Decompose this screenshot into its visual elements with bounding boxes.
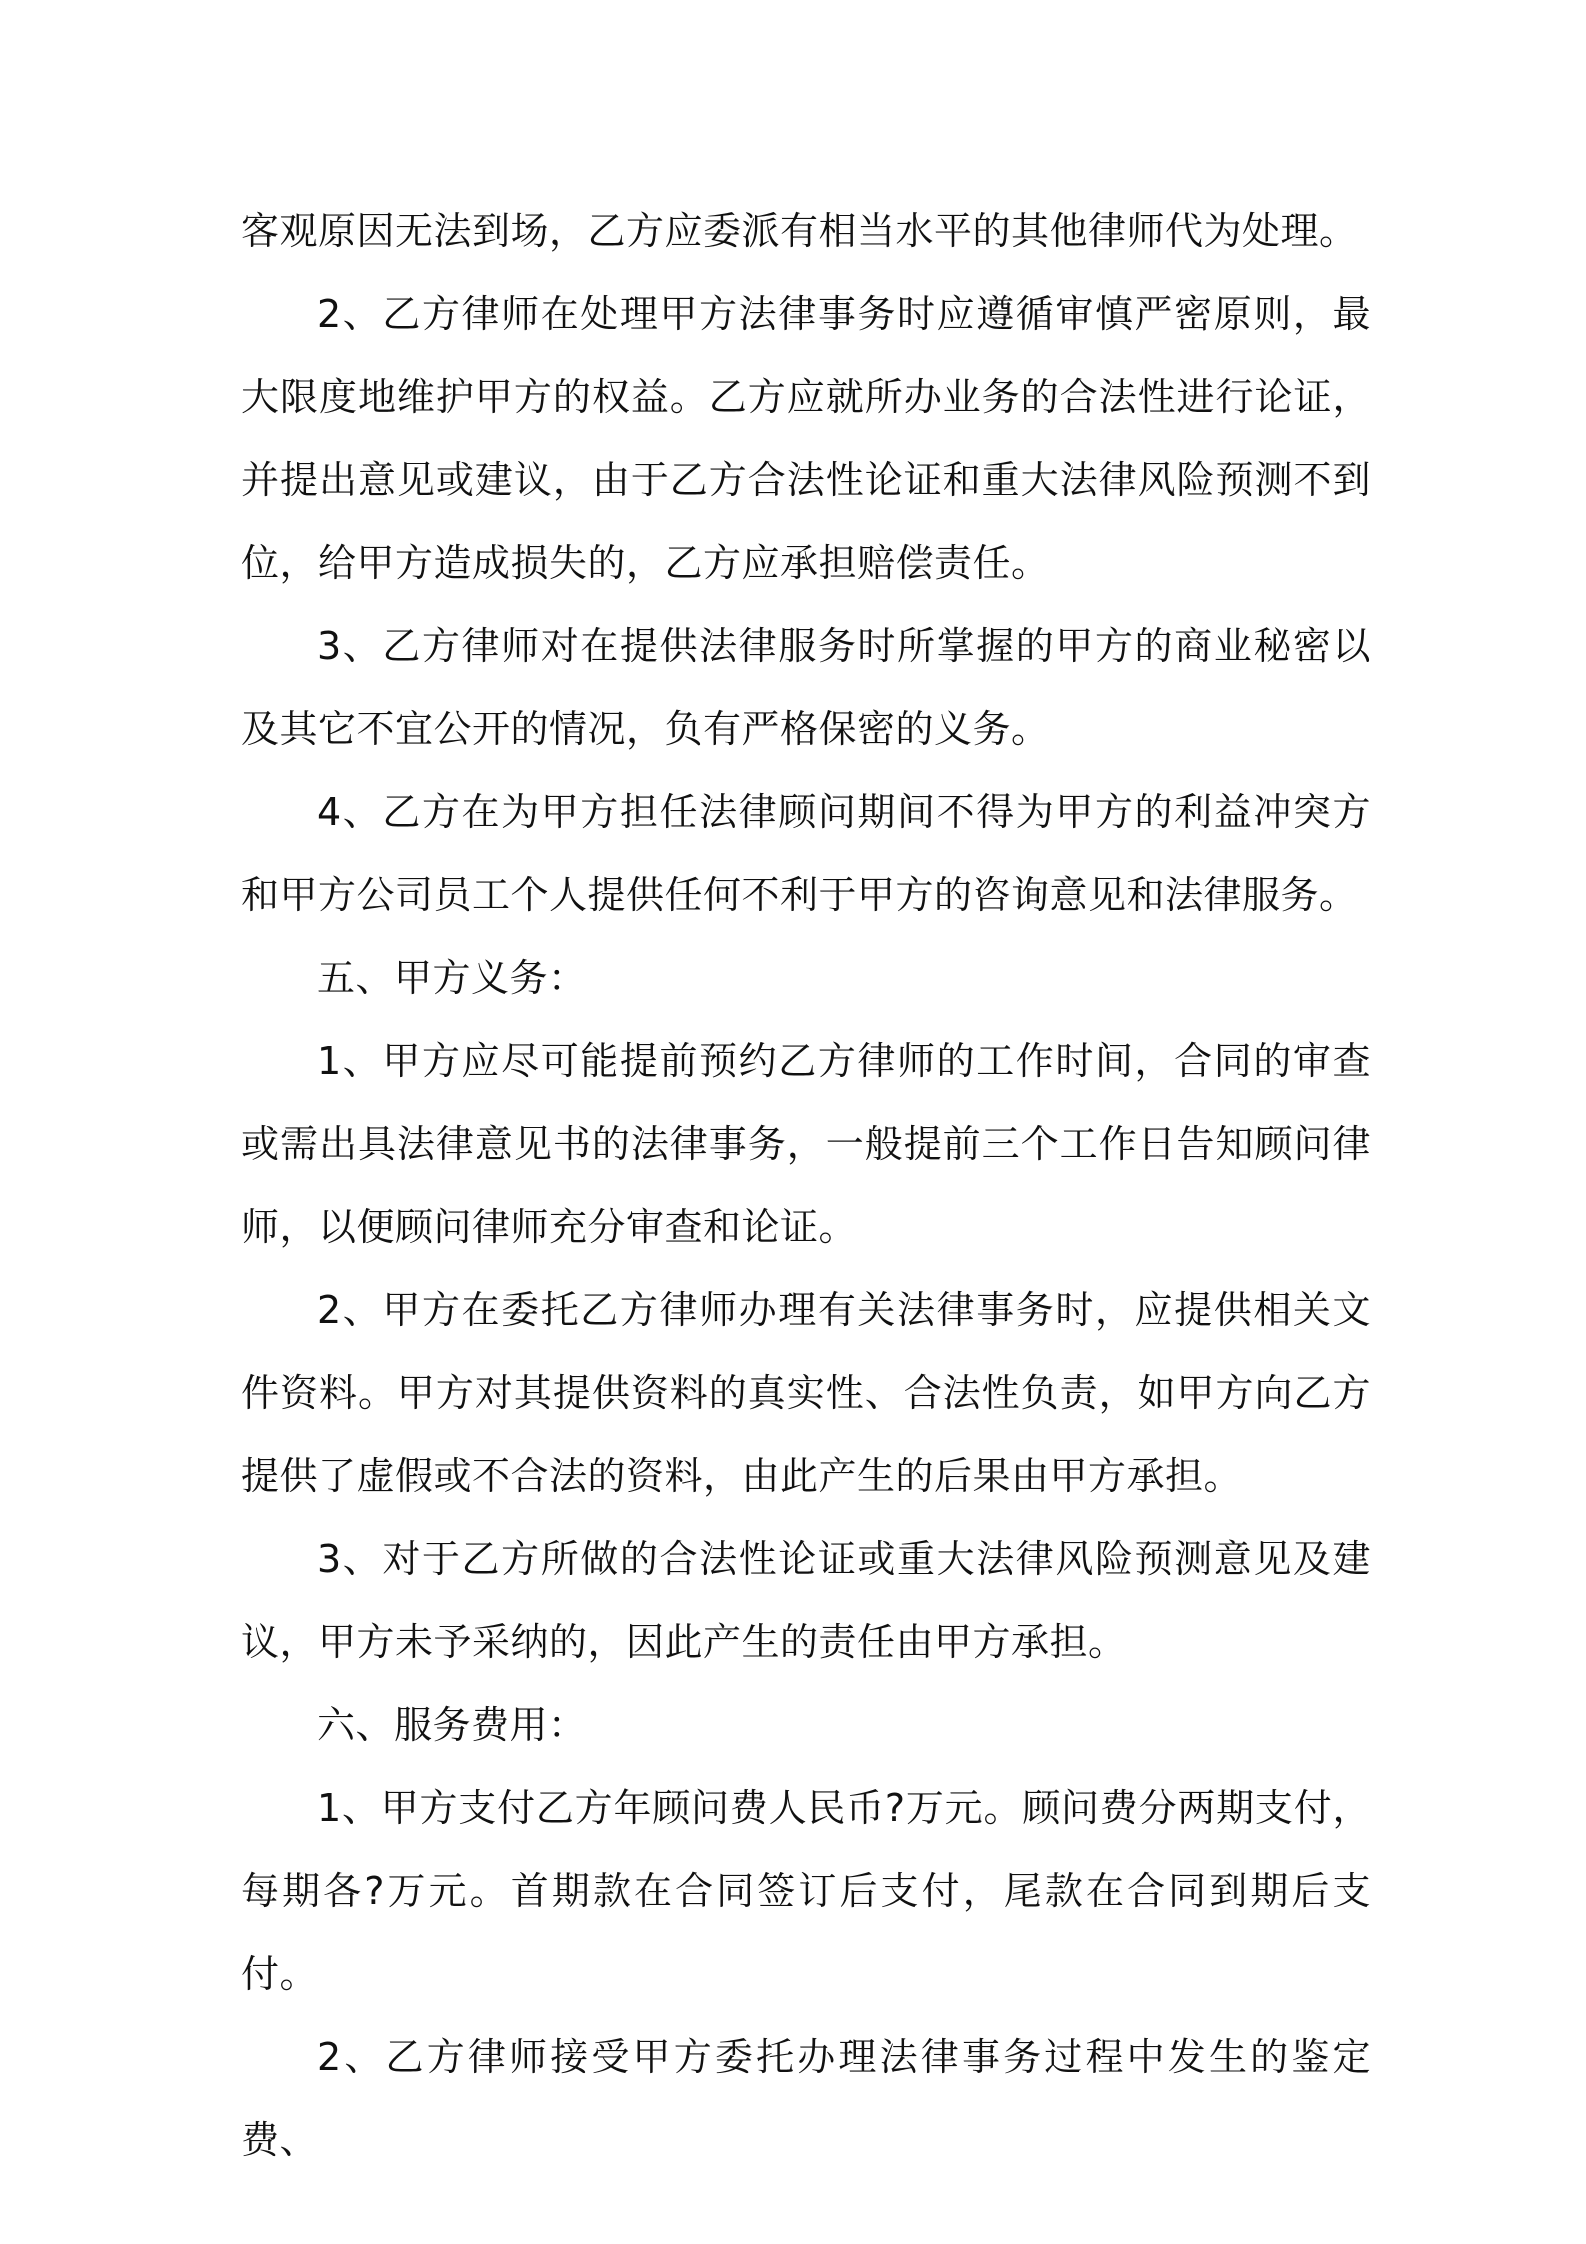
paragraph-clause-4: 4、乙方在为甲方担任法律顾问期间不得为甲方的利益冲突方和甲方公司员工个人提供任何不利于甲方的咨询意见和法律服务。 xyxy=(241,790,1371,917)
paragraph-clause-3: 3、乙方律师对在提供法律服务时所掌握的甲方的商业秘密以及其它不宜公开的情况，负有严格保密的义务。 xyxy=(241,624,1371,751)
section-heading-fees: 六、服务费用： xyxy=(317,1703,587,1747)
paragraph-clause-2: 2、乙方律师在处理甲方法律事务时应遵循审慎严密原则，最大限度地维护甲方的权益。乙方应就所办业务的合法性进行论证，并提出意见或建议，由于乙方合法性论证和重大法律风险预测不到位，给甲方造成损失的，乙方应承担赔偿责任。 xyxy=(241,292,1371,585)
paragraph-fee-1: 1、甲方支付乙方年顾问费人民币?万元。顾问费分两期支付，每期各?万元。首期款在合同签订后支付，尾款在合同到期后支付。 xyxy=(241,1786,1371,1996)
paragraph-continuation: 客观原因无法到场，乙方应委派有相当水平的其他律师代为处理。 xyxy=(241,209,1358,253)
paragraph-obligation-3: 3、对于乙方所做的合法性论证或重大法律风险预测意见及建议，甲方未予采纳的，因此产生的责任由甲方承担。 xyxy=(241,1537,1371,1664)
paragraph-fee-2: 2、乙方律师接受甲方委托办理法律事务过程中发生的鉴定费、 xyxy=(241,2035,1371,2162)
paragraph-obligation-1: 1、甲方应尽可能提前预约乙方律师的工作时间，合同的审查或需出具法律意见书的法律事务，一般提前三个工作日告知顾问律师，以便顾问律师充分审查和论证。 xyxy=(241,1039,1371,1249)
section-heading-obligations: 五、甲方义务： xyxy=(317,956,587,1000)
document-body xyxy=(241,190,1371,2182)
paragraph-obligation-2: 2、甲方在委托乙方律师办理有关法律事务时，应提供相关文件资料。甲方对其提供资料的真实性、合法性负责，如甲方向乙方提供了虚假或不合法的资料，由此产生的后果由甲方承担。 xyxy=(241,1288,1371,1498)
